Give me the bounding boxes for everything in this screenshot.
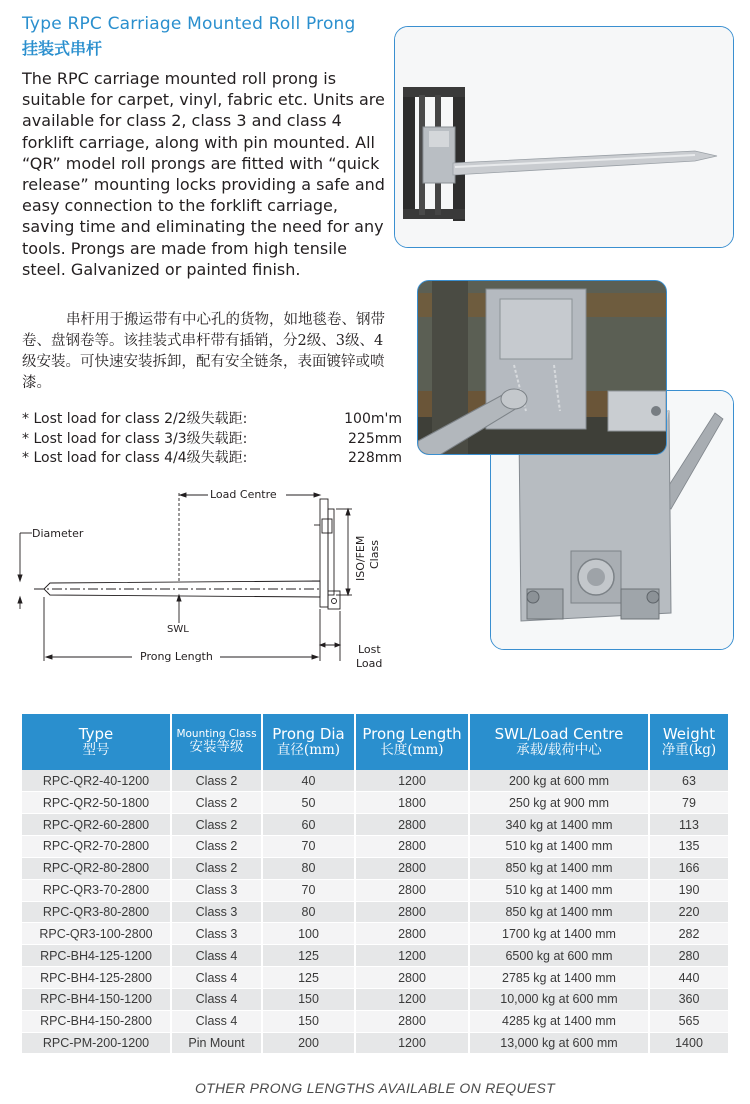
- table-row: RPC-BH4-125-2800 Class 4 125 2800 2785 kg at 1400 mm 440: [22, 967, 728, 989]
- swl-label: SWL: [167, 624, 189, 635]
- table-row: RPC-QR2-70-2800 Class 2 70 2800 510 kg at 1400 mm 135: [22, 836, 728, 858]
- header-weight: Weight 净重(kg): [649, 714, 728, 770]
- prong-length-label: Prong Length: [140, 650, 213, 663]
- lost-load-label: * Lost load for class 2/2级失载距:: [22, 411, 248, 427]
- product-photo-side: [394, 26, 734, 248]
- lost-load-value: 225mm: [348, 430, 402, 447]
- table-row: RPC-QR2-80-2800 Class 2 80 2800 850 kg at 1400 mm 166: [22, 857, 728, 879]
- page-title: Type RPC Carriage Mounted Roll Prong: [22, 14, 356, 34]
- table-row: RPC-QR3-80-2800 Class 3 80 2800 850 kg at 1400 mm 220: [22, 901, 728, 923]
- class-label: Class: [368, 540, 381, 569]
- lost-load-label: * Lost load for class 4/4级失载距:: [22, 450, 248, 466]
- table-row: RPC-QR2-50-1800 Class 2 50 1800 250 kg at 900 mm 79: [22, 792, 728, 814]
- header-swl-load-centre: SWL/Load Centre 承载/载荷中心: [469, 714, 649, 770]
- table-header-row: [22, 714, 728, 770]
- table-row: RPC-QR2-40-1200 Class 2 40 1200 200 kg at 600 mm 63: [22, 770, 728, 792]
- header-mounting-class: Mounting Class 安装等级: [171, 714, 262, 770]
- lost-load-row: [22, 430, 402, 450]
- table-row: RPC-BH4-150-1200 Class 4 150 1200 10,000 kg at 600 mm 360: [22, 988, 728, 1010]
- table-row: RPC-QR3-70-2800 Class 3 70 2800 510 kg at 1400 mm 190: [22, 879, 728, 901]
- load-label: Load: [356, 657, 383, 670]
- iso-fem-label: ISO/FEM: [354, 535, 367, 581]
- lost-load-value: 228mm: [348, 450, 402, 466]
- table-row: RPC-PM-200-1200 Pin Mount 200 1200 13,000 kg at 600 mm 1400: [22, 1032, 728, 1054]
- header-type: Type 型号: [22, 714, 171, 770]
- description-cn: 串杆用于搬运带有中心孔的货物，如地毯卷、钢带卷、盘钢卷等。该挂装式串杆带有插销，分2级、3级、4级安装。可快速安装拆卸，配有安全链条，表面镀锌或喷漆。: [22, 312, 385, 391]
- lost-label: Lost: [358, 643, 381, 656]
- lost-load-value: 100m'm: [344, 411, 402, 427]
- table-row: RPC-BH4-150-2800 Class 4 150 2800 4285 kg at 1400 mm 565: [22, 1010, 728, 1032]
- table-row: RPC-QR3-100-2800 Class 3 100 2800 1700 kg at 1400 mm 282: [22, 923, 728, 945]
- spec-table: [22, 714, 728, 1054]
- header-prong-dia: Prong Dia 直径(mm): [262, 714, 355, 770]
- lost-load-label: * Lost load for class 3/3级失载距:: [22, 430, 248, 447]
- footer-note: OTHER PRONG LENGTHS AVAILABLE ON REQUEST: [194, 1080, 555, 1096]
- diameter-label: Diameter: [32, 527, 84, 540]
- table-row: RPC-BH4-125-1200 Class 4 125 1200 6500 kg at 600 mm 280: [22, 945, 728, 967]
- lost-load-list: [22, 410, 402, 469]
- load-centre-label: Load Centre: [210, 488, 277, 501]
- lost-load-row: [22, 449, 402, 469]
- description-en: The RPC carriage mounted roll prong is suitable for carpet, vinyl, fabric etc. Units are available for class 2, class 3 and class 4 forklift carriage, along with pin mounted. All “QR” model roll prongs are fitted with “quick release” mounting locks providing a safe and easy connection to the forklift carriage, saving time and eliminating the need for any tools. Prongs are made from high tensile steel. Galvanized or painted finish.: [22, 69, 385, 279]
- lost-load-row: [22, 410, 402, 430]
- dimension-diagram: [14, 485, 394, 675]
- header-prong-length: Prong Length 长度(mm): [355, 714, 469, 770]
- product-photo-mount: [417, 280, 667, 455]
- page-title-cn: 挂装式串杆: [22, 39, 103, 58]
- table-row: RPC-QR2-60-2800 Class 2 60 2800 340 kg at 1400 mm 113: [22, 814, 728, 836]
